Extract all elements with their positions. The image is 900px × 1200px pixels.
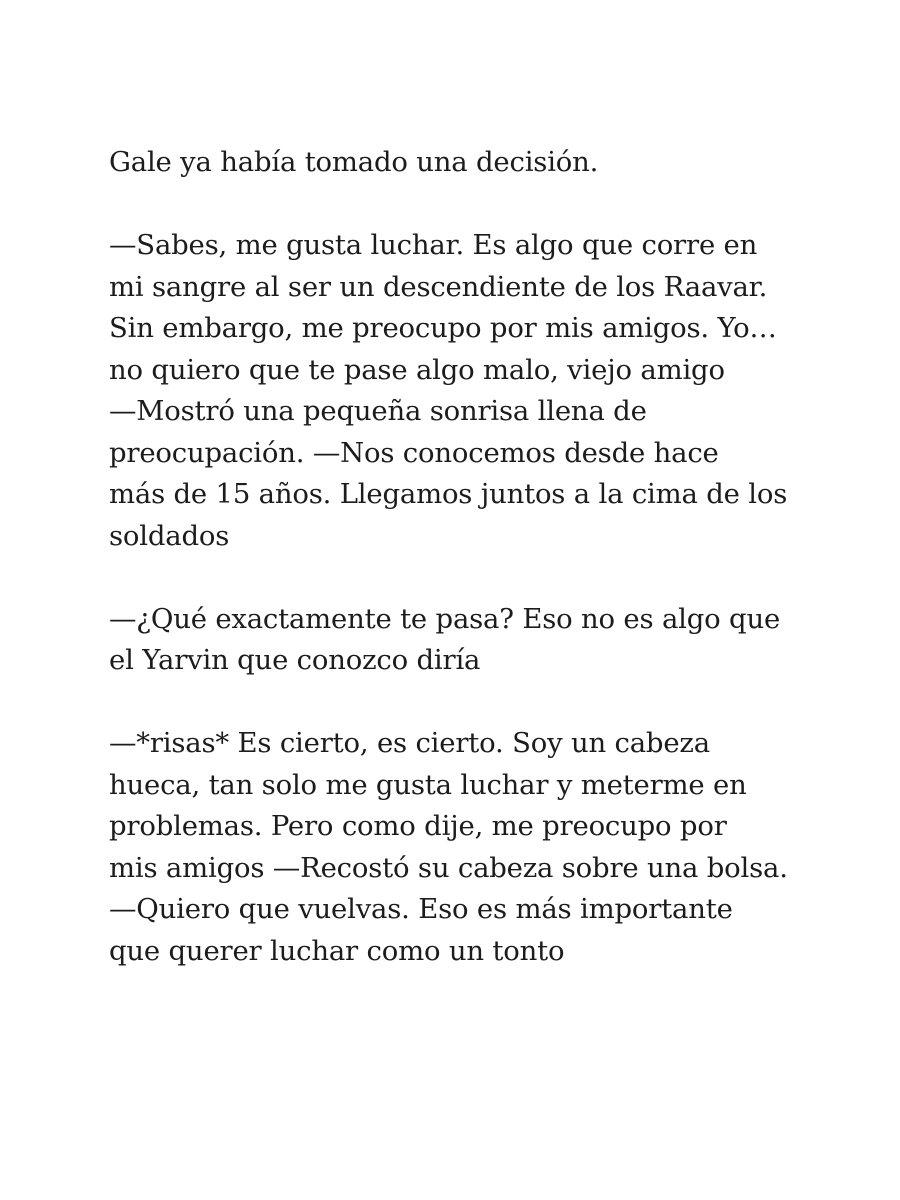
- paragraph-dialogue-question: [109, 599, 809, 682]
- story-text: [109, 142, 809, 1014]
- text-line: Sin embargo, me preocupo por mis amigos. Yo…: [109, 312, 777, 344]
- text-line: —¿Qué exactamente te pasa? Eso no es algo que: [109, 602, 781, 635]
- text-line: problemas. Pero como dije, me preocupo por: [109, 810, 727, 842]
- text-line: más de 15 años. Llegamos juntos a la cima de los: [109, 478, 788, 510]
- text-line: Gale ya había tomado una decisión.: [109, 146, 599, 178]
- text-line: —Sabes, me gusta luchar. Es algo que corre en: [109, 229, 758, 261]
- text-line: el Yarvin que conozco diría: [109, 644, 481, 676]
- paragraph-dialogue-reply: [109, 723, 809, 972]
- text-line: —Mostró una pequeña sonrisa llena de: [109, 395, 647, 427]
- text-line: —Quiero que vuelvas. Eso es más importante: [109, 893, 733, 925]
- text-line: que querer luchar como un tonto: [109, 934, 565, 967]
- text-line: hueca, tan solo me gusta luchar y meterme en: [109, 768, 747, 801]
- text-line: mi sangre al ser un descendiente de los Raavar.: [109, 270, 768, 303]
- paragraph-dialogue-gale: [109, 225, 809, 557]
- text-line: no quiero que te pase algo malo, viejo amigo: [109, 353, 725, 386]
- text-line: —*risas* Es cierto, es cierto. Soy un cabeza: [109, 727, 710, 759]
- text-line: preocupación. —Nos conocemos desde hace: [109, 436, 719, 469]
- paragraph-narration: [109, 142, 809, 184]
- text-line: mis amigos —Recostó su cabeza sobre una bolsa.: [109, 851, 788, 884]
- text-line: soldados: [109, 519, 230, 552]
